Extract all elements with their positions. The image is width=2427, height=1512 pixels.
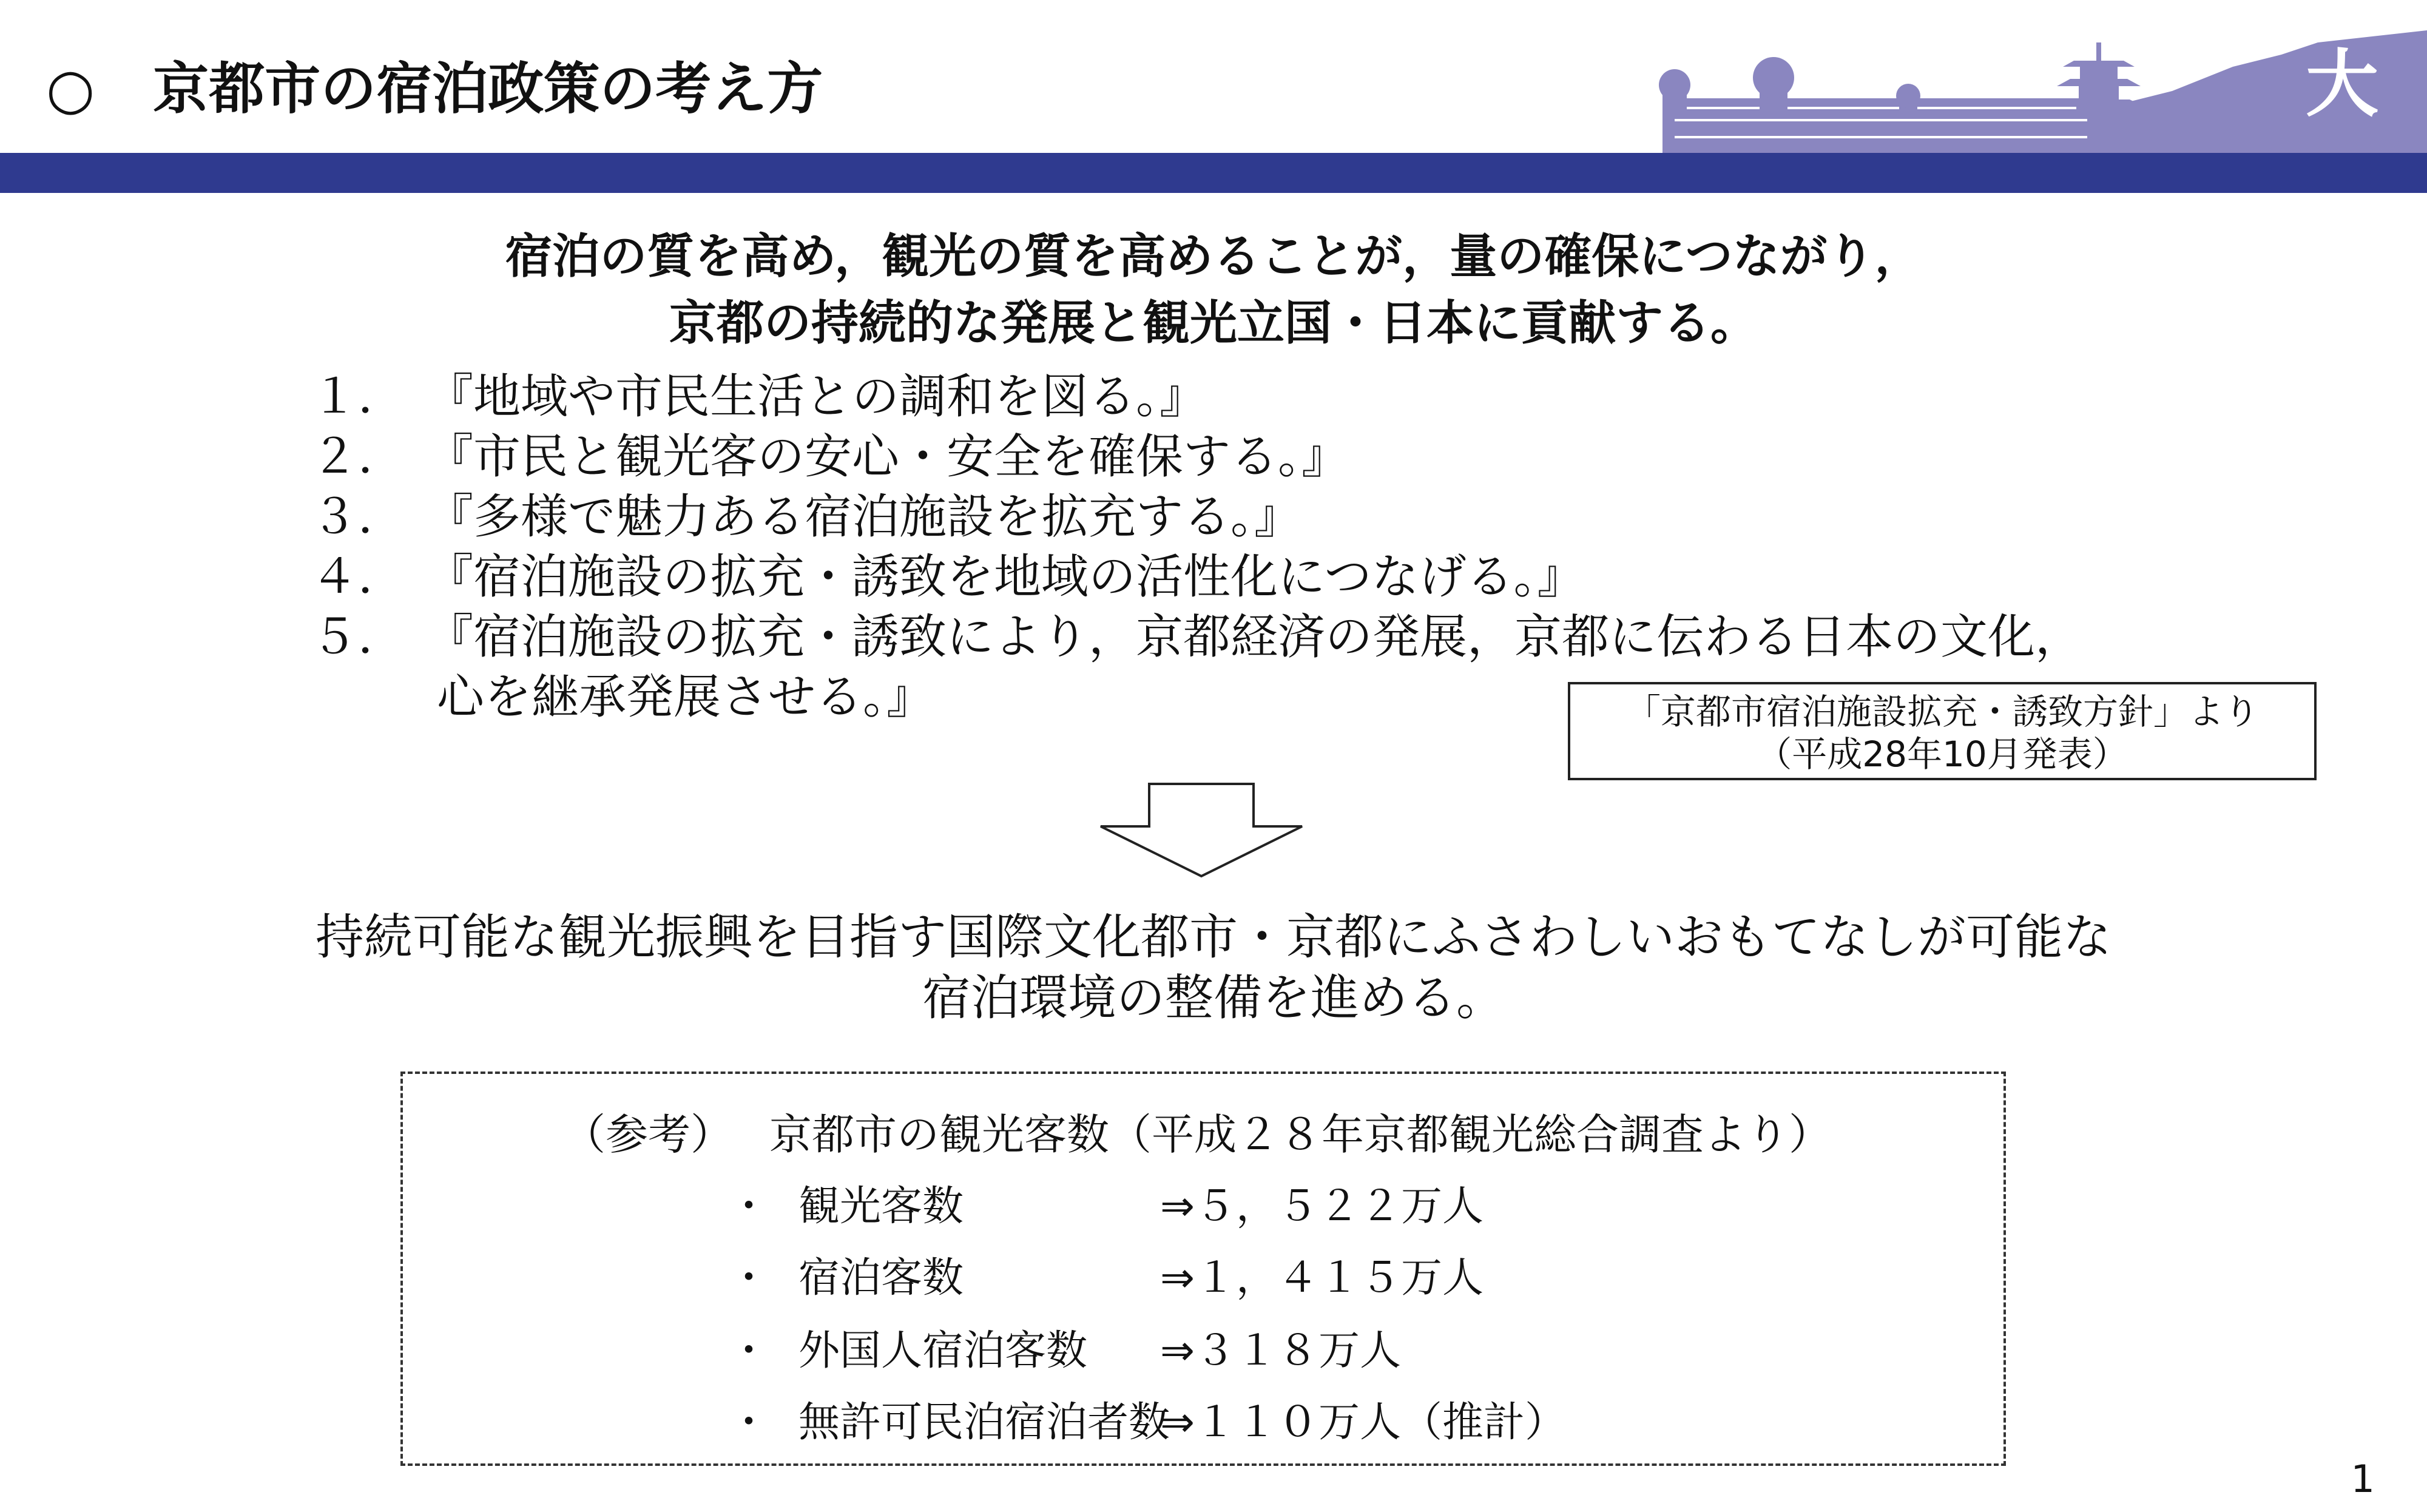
- policy-text: 『宿泊施設の拡充・誘致を地域の活性化につなげる。』: [426, 550, 1585, 604]
- source-line-1: 「京都市宿泊施設拡充・誘致方針」より: [1625, 691, 2259, 732]
- source-line-2: （平成28年10月発表）: [1757, 734, 2128, 775]
- down-arrow-icon: [1097, 781, 1306, 879]
- policy-number: [311, 667, 437, 727]
- reference-row: [728, 1180, 1484, 1234]
- reference-title: [563, 1104, 1831, 1165]
- goal-line-1: 持続可能な観光振興を目指す国際文化都市・京都にふさわしいおもてなしが可能な: [316, 909, 2111, 965]
- policy-text: 『宿泊施設の拡充・誘致により，京都経済の発展，京都に伝わる日本の文化，: [426, 610, 2083, 664]
- source-note-box: [1568, 682, 2317, 780]
- policy-item: [311, 487, 2252, 547]
- lead-line-1: 宿泊の質を高め，観光の質を高めることが，量の確保につながり，: [505, 229, 1922, 284]
- page-title: [46, 50, 823, 129]
- policy-number: ５．: [311, 610, 406, 664]
- row-name: 観光客数: [798, 1183, 964, 1230]
- policy-text: 心を継承発展させる。』: [437, 670, 934, 724]
- row-value: ⇒１１０万人（推計）: [1160, 1399, 1566, 1446]
- row-value: ⇒５，５２２万人: [1160, 1183, 1484, 1230]
- reference-title-text: 京都市の観光客数（平成２８年京都観光総合調査より）: [769, 1110, 1831, 1159]
- policy-number: １．: [311, 370, 406, 424]
- policy-text: 『多様で魅力ある宿泊施設を拡充する。』: [426, 490, 1302, 544]
- policy-item: [311, 547, 2252, 607]
- row-bullet: ・: [728, 1327, 770, 1375]
- policy-text: 『市民と観光客の安心・安全を確保する。』: [426, 430, 1349, 484]
- logo-char: 大: [2306, 42, 2378, 127]
- reference-row: [728, 1251, 1484, 1306]
- reference-row: [728, 1396, 1566, 1450]
- row-value: ⇒１，４１５万人: [1160, 1254, 1484, 1302]
- reference-row: [728, 1324, 1401, 1379]
- row-name: 外国人宿泊客数: [798, 1327, 1088, 1375]
- row-bullet: ・: [728, 1254, 770, 1302]
- title-bullet: ○: [46, 56, 95, 121]
- policy-list: [311, 367, 2252, 727]
- policy-item: [311, 427, 2252, 487]
- kyoto-skyline-logo: [1638, 18, 2427, 154]
- row-name: 無許可民泊宿泊者数: [798, 1399, 1170, 1446]
- policy-text: 『地域や市民生活との調和を図る。』: [426, 370, 1207, 424]
- header-bar: [0, 153, 2427, 193]
- row-value: ⇒３１８万人: [1160, 1327, 1401, 1375]
- row-name: 宿泊客数: [798, 1254, 964, 1302]
- policy-number: ２．: [311, 430, 406, 484]
- policy-number: ４．: [311, 550, 406, 604]
- page-number: 1: [2351, 1457, 2375, 1501]
- goal-line-2: 宿泊環境の整備を進める。: [922, 970, 1505, 1026]
- reference-label: （参考）: [563, 1110, 733, 1159]
- policy-number: ３．: [311, 490, 406, 544]
- policy-item: [311, 607, 2252, 667]
- lead-line-2: 京都の持続的な発展と観光立国・日本に貢献する。: [669, 296, 1758, 351]
- title-text: 京都市の宿泊政策の考え方: [153, 56, 823, 121]
- row-bullet: ・: [728, 1399, 770, 1446]
- row-bullet: ・: [728, 1183, 770, 1230]
- policy-item: [311, 367, 2252, 427]
